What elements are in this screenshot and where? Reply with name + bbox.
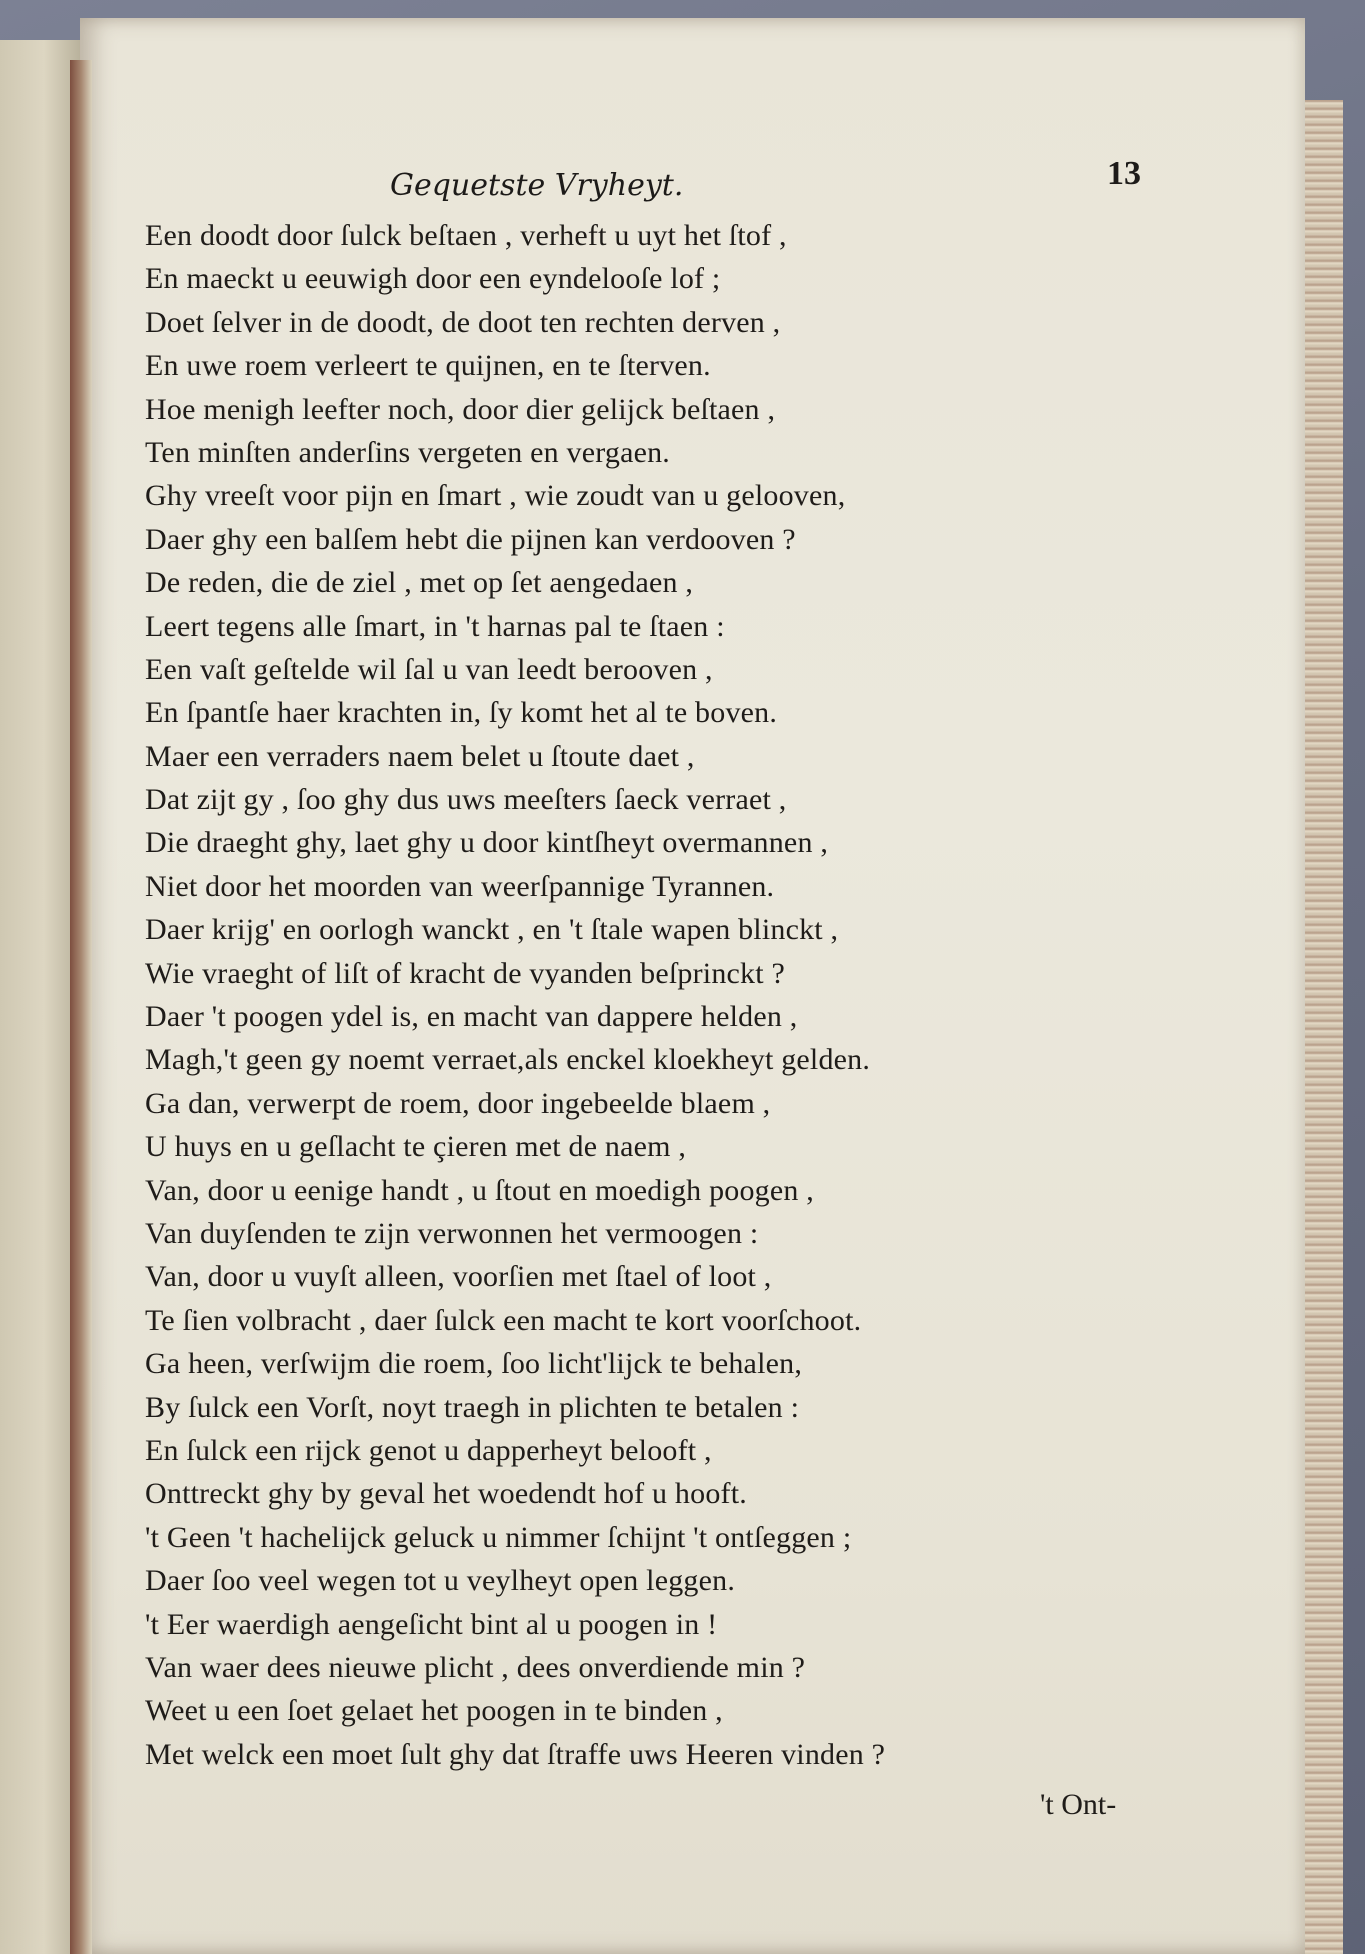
- verse-line: Van duyſenden te zijn verwonnen het vermoogen :: [145, 1216, 759, 1250]
- verse-line: Hoe menigh leefter noch, door dier gelijck beſtaen ,: [145, 392, 776, 426]
- verse-line: Niet door het moorden van weerſpannige Tyrannen.: [145, 869, 775, 903]
- verse-line: Daer krijg' en oorlogh wanckt , en 't ſtale wapen blinckt ,: [145, 913, 839, 947]
- verse-line: Van, door u eenige handt , u ſtout en moedigh poogen ,: [145, 1173, 814, 1207]
- verse-line: Weet u een ſoet gelaet het poogen in te binden ,: [145, 1694, 723, 1728]
- verse-line: Die draeght ghy, laet ghy u door kintſheyt overmannen ,: [145, 826, 829, 860]
- verse-line: En ſulck een rijck genot u dapperheyt belooft ,: [145, 1433, 712, 1467]
- verse-line: 't Eer waerdigh aengeſicht bint al u poogen in !: [145, 1607, 718, 1641]
- verse-line: Te ſien volbracht , daer ſulck een macht te kort voorſchoot.: [145, 1303, 862, 1337]
- verse-line: 't Geen 't hachelijck geluck u nimmer ſchijnt 't ontſeggen ;: [145, 1520, 852, 1554]
- verse-line: Van waer dees nieuwe plicht , dees onverdiende min ?: [145, 1650, 806, 1684]
- verse-line: Ghy vreeſt voor pijn en ſmart , wie zoudt van u gelooven,: [145, 479, 846, 513]
- verse-line: U huys en u geſlacht te çieren met de naem ,: [145, 1130, 687, 1164]
- verse-line: Daer ſoo veel wegen tot u veylheyt open leggen.: [145, 1564, 736, 1598]
- verse-line: Doet ſelver in de doodt, de doot ten rechten derven ,: [145, 305, 781, 339]
- catchword: 't Ont-: [1040, 1788, 1117, 1821]
- verse-line: En uwe roem verleert te quijnen, en te ſterven.: [145, 349, 711, 383]
- verse-text: [145, 214, 1185, 1776]
- verse-line: Ten minſten anderſins vergeten en vergaen.: [145, 435, 671, 469]
- verse-line: De reden, die de ziel , met op ſet aengedaen ,: [145, 566, 694, 600]
- verse-line: En maeckt u eeuwigh door een eyndelooſe lof ;: [145, 262, 721, 296]
- verse-line: Ga heen, verſwijm die roem, ſoo licht'lijck te behalen,: [145, 1347, 803, 1381]
- verse-line: Een doodt door ſulck beſtaen , verheft u uyt het ſtof ,: [145, 219, 787, 252]
- verse-line: Leert tegens alle ſmart, in 't harnas pal te ſtaen :: [145, 609, 725, 643]
- verse-line: Daer 't poogen ydel is, en macht van dappere helden ,: [145, 1000, 798, 1034]
- verse-line: Van, door u vuyſt alleen, voorſien met ſtael of loot ,: [145, 1260, 772, 1294]
- verse-line: Wie vraeght of liſt of kracht de vyanden beſprinckt ?: [145, 956, 785, 990]
- verse-line: Magh,'t geen gy noemt verraet,als enckel kloekheyt gelden.: [145, 1043, 871, 1077]
- verse-line: En ſpantſe haer krachten in, ſy komt het al te boven.: [145, 696, 778, 730]
- verse-line: Met welck een moet ſult ghy dat ſtraffe uws Heeren vinden ?: [145, 1737, 886, 1771]
- running-head: Gequetste Vryheyt.: [390, 168, 684, 203]
- verse-line: Dat zijt gy , ſoo ghy dus uws meeſters ſaeck verraet ,: [145, 783, 787, 817]
- page-number: 13: [1107, 155, 1141, 192]
- verse-line: Onttreckt ghy by geval het woedendt hof u hooft.: [145, 1477, 747, 1511]
- verse-line: By ſulck een Vorſt, noyt traegh in plichten te betalen :: [145, 1390, 800, 1424]
- book-gutter: [70, 60, 92, 1954]
- verse-line: Maer een verraders naem belet u ſtoute daet ,: [145, 739, 695, 773]
- verse-line: Een vaſt geſtelde wil ſal u van leedt berooven ,: [145, 652, 713, 686]
- verse-line: Ga dan, verwerpt de roem, door ingebeelde blaem ,: [145, 1086, 771, 1120]
- verse-line: Daer ghy een balſem hebt die pijnen kan verdooven ?: [145, 522, 796, 556]
